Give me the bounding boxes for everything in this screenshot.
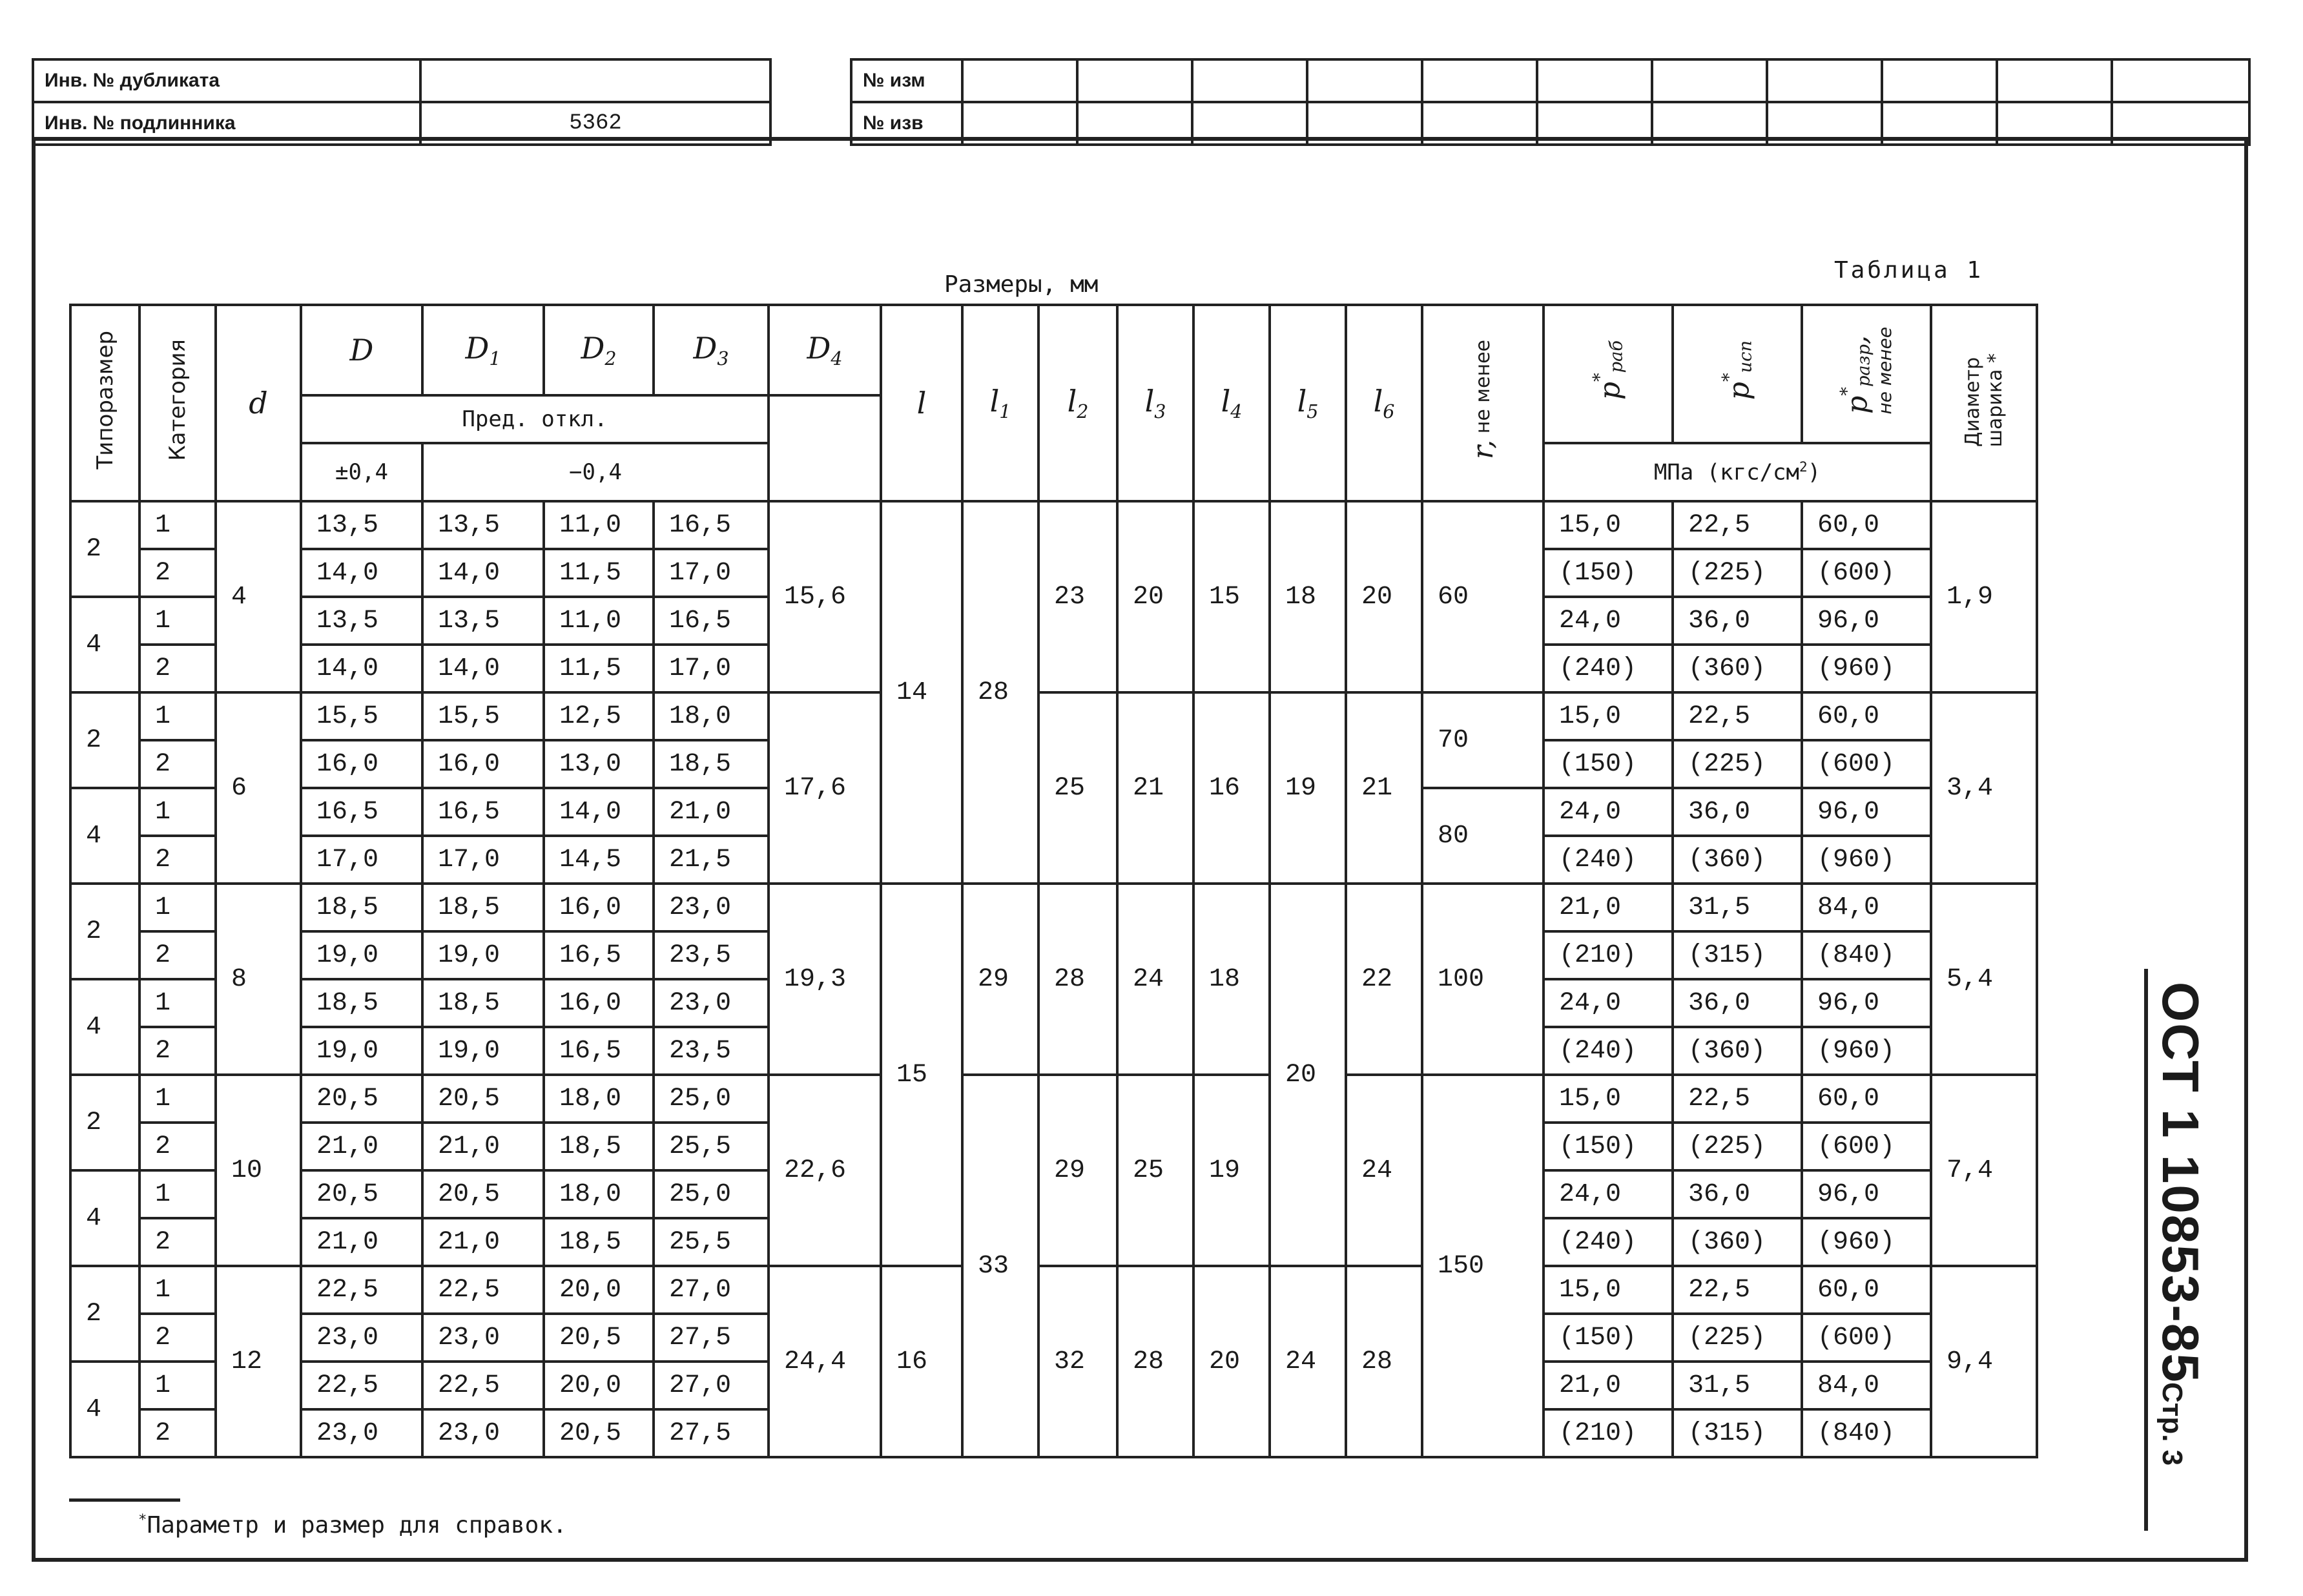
col-header-D4: $D_4$ <box>769 305 881 395</box>
cell-l6: 21 <box>1346 692 1422 884</box>
cell-D: 21,0 <box>301 1123 422 1170</box>
cell-p-rab: 15,0 <box>1544 1075 1673 1123</box>
cell-D3: 16,5 <box>654 597 769 645</box>
inventory-row-duplicate <box>33 59 770 102</box>
cell-D4: 24,4 <box>769 1266 881 1457</box>
cell-p-rab: (150) <box>1544 740 1673 788</box>
cell-l2: 28 <box>1038 884 1117 1075</box>
cell-d: 4 <box>216 501 301 692</box>
cell-D: 18,5 <box>301 884 422 931</box>
col-header-D: D <box>301 305 422 395</box>
inventory-duplicate-label: Инв. № дубликата <box>33 59 420 102</box>
cell-kategoriya: 1 <box>139 788 216 836</box>
cell-l: 15 <box>881 884 962 1266</box>
cell-kategoriya: 1 <box>139 692 216 740</box>
cell-D: 23,0 <box>301 1409 422 1457</box>
cell-D2: 11,0 <box>544 597 654 645</box>
cell-l3: 20 <box>1117 501 1193 692</box>
cell-p-razr: 84,0 <box>1802 884 1931 931</box>
cell-tiporazmer: 4 <box>70 979 139 1075</box>
cell-D3: 27,0 <box>654 1266 769 1314</box>
cell-tiporazmer: 2 <box>70 692 139 788</box>
cell-r: 80 <box>1422 788 1544 884</box>
cell-D1: 23,0 <box>422 1314 544 1362</box>
standard-code: ОСТ 1 10853-85 <box>2152 982 2209 1384</box>
cell-D: 20,5 <box>301 1170 422 1218</box>
inventory-original-value: 5362 <box>420 102 770 145</box>
cell-kategoriya: 2 <box>139 549 216 597</box>
cell-D3: 23,5 <box>654 931 769 979</box>
col-header-p-isp: $p^*_{исп}$ <box>1673 305 1802 443</box>
cell-D1: 20,5 <box>422 1075 544 1123</box>
cell-p-rab: 21,0 <box>1544 1362 1673 1409</box>
cell-l3: 21 <box>1117 692 1193 884</box>
col-header-tiporazmer: Типоразмер <box>70 305 139 501</box>
col-header-l2: $l_2$ <box>1038 305 1117 501</box>
cell-D1: 14,0 <box>422 645 544 692</box>
cell-D2: 18,0 <box>544 1075 654 1123</box>
revision-table <box>850 58 2251 146</box>
cell-p-isp: (315) <box>1673 931 1802 979</box>
cell-l6: 22 <box>1346 884 1422 1075</box>
cell-p-rab: 24,0 <box>1544 788 1673 836</box>
cell-D1: 16,0 <box>422 740 544 788</box>
cell-D2: 18,0 <box>544 1170 654 1218</box>
cell-l4: 18 <box>1193 884 1270 1075</box>
cell-D: 17,0 <box>301 836 422 884</box>
side-stamp-rule <box>2144 969 2148 1531</box>
cell-D: 19,0 <box>301 1027 422 1075</box>
col-header-l1: $l_1$ <box>962 305 1038 501</box>
cell-l3: 25 <box>1117 1075 1193 1266</box>
cell-D2: 14,5 <box>544 836 654 884</box>
cell-p-razr: (600) <box>1802 740 1931 788</box>
cell-kategoriya: 2 <box>139 836 216 884</box>
cell-r: 150 <box>1422 1075 1544 1457</box>
cell-d: 10 <box>216 1075 301 1266</box>
header-row-symbols <box>70 305 2037 395</box>
cell-l1: 28 <box>962 501 1038 884</box>
table-row <box>70 692 2037 740</box>
cell-p-razr: (840) <box>1802 1409 1931 1457</box>
cell-p-rab: 24,0 <box>1544 597 1673 645</box>
col-header-l5: $l_5$ <box>1270 305 1346 501</box>
cell-D3: 18,5 <box>654 740 769 788</box>
cell-p-razr: 96,0 <box>1802 979 1931 1027</box>
cell-l4: 19 <box>1193 1075 1270 1266</box>
cell-D3: 23,0 <box>654 884 769 931</box>
cell-D1: 23,0 <box>422 1409 544 1457</box>
cell-D3: 21,0 <box>654 788 769 836</box>
inventory-original-label: Инв. № подлинника <box>33 102 420 145</box>
cell-D2: 16,5 <box>544 931 654 979</box>
cell-D2: 11,0 <box>544 501 654 549</box>
revision-row-change <box>851 59 2249 102</box>
table-caption: Таблица 1 <box>1834 257 1984 284</box>
cell-p-isp: (315) <box>1673 1409 1802 1457</box>
cell-p-isp: 31,5 <box>1673 884 1802 931</box>
cell-tiporazmer: 4 <box>70 597 139 692</box>
col-header-p-razr: $p^*_{разр},не$ менее <box>1802 305 1931 443</box>
cell-p-rab: (240) <box>1544 836 1673 884</box>
footnote-text: Параметр и размер для справок. <box>147 1512 567 1539</box>
dimensions-table <box>69 304 2038 1458</box>
cell-l3: 24 <box>1117 884 1193 1075</box>
cell-kategoriya: 1 <box>139 884 216 931</box>
cell-l5: 18 <box>1270 501 1346 692</box>
cell-p-rab: (150) <box>1544 1314 1673 1362</box>
cell-D1: 22,5 <box>422 1266 544 1314</box>
footnote-rule <box>69 1498 180 1502</box>
cell-r: 60 <box>1422 501 1544 692</box>
cell-D2: 12,5 <box>544 692 654 740</box>
cell-D1: 15,5 <box>422 692 544 740</box>
cell-p-rab: 15,0 <box>1544 1266 1673 1314</box>
cell-p-razr: (960) <box>1802 645 1931 692</box>
col-header-r: r, не менее <box>1422 305 1544 501</box>
cell-p-razr: 84,0 <box>1802 1362 1931 1409</box>
col-header-l3: $l_3$ <box>1117 305 1193 501</box>
revision-change-label: № изм <box>851 59 962 102</box>
cell-kategoriya: 1 <box>139 1170 216 1218</box>
cell-D3: 27,0 <box>654 1362 769 1409</box>
cell-D3: 18,0 <box>654 692 769 740</box>
cell-p-razr: 60,0 <box>1802 1075 1931 1123</box>
cell-p-razr: 60,0 <box>1802 692 1931 740</box>
cell-D3: 16,5 <box>654 501 769 549</box>
cell-d: 12 <box>216 1266 301 1457</box>
cell-D1: 13,5 <box>422 501 544 549</box>
cell-ball-diameter: 3,4 <box>1931 692 2037 884</box>
cell-l1: 33 <box>962 1075 1038 1457</box>
cell-l4: 20 <box>1193 1266 1270 1457</box>
footnote-star: * <box>138 1511 147 1528</box>
col-header-l4: $l_4$ <box>1193 305 1270 501</box>
cell-D4: 19,3 <box>769 884 881 1075</box>
cell-D2: 20,0 <box>544 1266 654 1314</box>
cell-D2: 18,5 <box>544 1218 654 1266</box>
cell-D3: 17,0 <box>654 549 769 597</box>
cell-kategoriya: 1 <box>139 1266 216 1314</box>
cell-D2: 20,5 <box>544 1409 654 1457</box>
cell-l2: 32 <box>1038 1266 1117 1457</box>
cell-tiporazmer: 2 <box>70 1266 139 1362</box>
col-header-p-rab: $p^*_{раб}$ <box>1544 305 1673 443</box>
pressure-units: МПа $(кгс/см^2)$ <box>1544 443 1931 501</box>
cell-ball-diameter: 1,9 <box>1931 501 2037 692</box>
col-header-l: l <box>881 305 962 501</box>
cell-D: 15,5 <box>301 692 422 740</box>
cell-D3: 25,5 <box>654 1123 769 1170</box>
side-stamp <box>2131 969 2209 1550</box>
cell-p-rab: (210) <box>1544 1409 1673 1457</box>
cell-kategoriya: 2 <box>139 645 216 692</box>
cell-l2: 25 <box>1038 692 1117 884</box>
col-header-D4-blank <box>769 395 881 501</box>
cell-l6: 28 <box>1346 1266 1422 1457</box>
cell-D3: 25,0 <box>654 1170 769 1218</box>
cell-p-razr: (600) <box>1802 1123 1931 1170</box>
cell-r: 70 <box>1422 692 1544 788</box>
cell-D1: 16,5 <box>422 788 544 836</box>
cell-kategoriya: 2 <box>139 1409 216 1457</box>
cell-kategoriya: 2 <box>139 931 216 979</box>
cell-D: 22,5 <box>301 1266 422 1314</box>
cell-tiporazmer: 4 <box>70 1362 139 1457</box>
cell-d: 8 <box>216 884 301 1075</box>
cell-p-isp: 36,0 <box>1673 1170 1802 1218</box>
cell-l6: 24 <box>1346 1075 1422 1266</box>
cell-kategoriya: 2 <box>139 1027 216 1075</box>
cell-kategoriya: 1 <box>139 979 216 1027</box>
cell-D2: 20,5 <box>544 1314 654 1362</box>
cell-p-razr: (840) <box>1802 931 1931 979</box>
cell-D2: 20,0 <box>544 1362 654 1409</box>
cell-D: 13,5 <box>301 597 422 645</box>
cell-ball-diameter: 5,4 <box>1931 884 2037 1075</box>
cell-p-rab: 15,0 <box>1544 501 1673 549</box>
inventory-duplicate-value <box>420 59 770 102</box>
units-caption: Размеры, мм <box>944 271 1099 298</box>
cell-l3: 28 <box>1117 1266 1193 1457</box>
cell-D1: 17,0 <box>422 836 544 884</box>
cell-l2: 29 <box>1038 1075 1117 1266</box>
cell-ball-diameter: 7,4 <box>1931 1075 2037 1266</box>
cell-p-isp: 22,5 <box>1673 501 1802 549</box>
cell-D: 19,0 <box>301 931 422 979</box>
tolerance-D: ±0,4 <box>301 443 422 501</box>
cell-D: 18,5 <box>301 979 422 1027</box>
cell-D3: 27,5 <box>654 1409 769 1457</box>
cell-D1: 18,5 <box>422 884 544 931</box>
cell-p-razr: (600) <box>1802 1314 1931 1362</box>
cell-p-razr: 96,0 <box>1802 1170 1931 1218</box>
cell-D3: 23,0 <box>654 979 769 1027</box>
cell-p-isp: 36,0 <box>1673 979 1802 1027</box>
cell-l5: 19 <box>1270 692 1346 884</box>
cell-p-isp: (360) <box>1673 1218 1802 1266</box>
cell-D1: 18,5 <box>422 979 544 1027</box>
page-number: Стр. 3 <box>2156 1382 2188 1466</box>
cell-tiporazmer: 2 <box>70 501 139 597</box>
cell-p-isp: (225) <box>1673 740 1802 788</box>
cell-D: 14,0 <box>301 645 422 692</box>
cell-kategoriya: 1 <box>139 597 216 645</box>
cell-p-razr: 96,0 <box>1802 597 1931 645</box>
cell-tiporazmer: 4 <box>70 1170 139 1266</box>
cell-p-razr: (960) <box>1802 1027 1931 1075</box>
cell-p-razr: 96,0 <box>1802 788 1931 836</box>
cell-kategoriya: 2 <box>139 740 216 788</box>
cell-p-rab: 15,0 <box>1544 692 1673 740</box>
cell-p-isp: 22,5 <box>1673 1266 1802 1314</box>
cell-kategoriya: 2 <box>139 1123 216 1170</box>
cell-kategoriya: 1 <box>139 1362 216 1409</box>
cell-D3: 17,0 <box>654 645 769 692</box>
cell-p-razr: (960) <box>1802 836 1931 884</box>
cell-p-rab: (240) <box>1544 1218 1673 1266</box>
cell-l: 16 <box>881 1266 962 1457</box>
cell-D3: 25,5 <box>654 1218 769 1266</box>
cell-kategoriya: 1 <box>139 1075 216 1123</box>
cell-tiporazmer: 2 <box>70 1075 139 1170</box>
cell-l: 14 <box>881 501 962 884</box>
tolerance-label: Пред. откл. <box>301 395 769 443</box>
cell-p-isp: 31,5 <box>1673 1362 1802 1409</box>
table-row <box>70 884 2037 931</box>
cell-p-isp: (225) <box>1673 1123 1802 1170</box>
cell-p-isp: 36,0 <box>1673 788 1802 836</box>
cell-tiporazmer: 2 <box>70 884 139 979</box>
cell-p-isp: (225) <box>1673 549 1802 597</box>
cell-d: 6 <box>216 692 301 884</box>
cell-D2: 16,0 <box>544 884 654 931</box>
cell-l2: 23 <box>1038 501 1117 692</box>
cell-D1: 21,0 <box>422 1218 544 1266</box>
cell-ball-diameter: 9,4 <box>1931 1266 2037 1457</box>
cell-kategoriya: 1 <box>139 501 216 549</box>
col-header-l6: $l_6$ <box>1346 305 1422 501</box>
cell-p-rab: (150) <box>1544 549 1673 597</box>
cell-p-rab: (210) <box>1544 931 1673 979</box>
cell-p-isp: 22,5 <box>1673 1075 1802 1123</box>
cell-D: 20,5 <box>301 1075 422 1123</box>
cell-D3: 27,5 <box>654 1314 769 1362</box>
cell-l5: 24 <box>1270 1266 1346 1457</box>
cell-D1: 19,0 <box>422 1027 544 1075</box>
cell-l6: 20 <box>1346 501 1422 692</box>
cell-r: 100 <box>1422 884 1544 1075</box>
cell-D: 16,0 <box>301 740 422 788</box>
cell-p-rab: 24,0 <box>1544 1170 1673 1218</box>
cell-D: 21,0 <box>301 1218 422 1266</box>
col-header-d: d <box>216 305 301 501</box>
cell-p-isp: 36,0 <box>1673 597 1802 645</box>
cell-p-rab: (150) <box>1544 1123 1673 1170</box>
cell-D2: 11,5 <box>544 645 654 692</box>
cell-D1: 13,5 <box>422 597 544 645</box>
cell-D3: 25,0 <box>654 1075 769 1123</box>
cell-D2: 16,5 <box>544 1027 654 1075</box>
cell-D1: 21,0 <box>422 1123 544 1170</box>
cell-p-isp: (360) <box>1673 645 1802 692</box>
cell-p-rab: 24,0 <box>1544 979 1673 1027</box>
cell-D2: 13,0 <box>544 740 654 788</box>
cell-kategoriya: 2 <box>139 1314 216 1362</box>
cell-D1: 19,0 <box>422 931 544 979</box>
cell-D: 22,5 <box>301 1362 422 1409</box>
cell-D2: 11,5 <box>544 549 654 597</box>
cell-D1: 22,5 <box>422 1362 544 1409</box>
cell-D1: 20,5 <box>422 1170 544 1218</box>
col-header-kategoriya: Категория <box>139 305 216 501</box>
revision-notice-label: № изв <box>851 102 962 145</box>
cell-p-isp: (360) <box>1673 836 1802 884</box>
table-row <box>70 1266 2037 1314</box>
cell-p-rab: 21,0 <box>1544 884 1673 931</box>
cell-D4: 22,6 <box>769 1075 881 1266</box>
cell-D: 14,0 <box>301 549 422 597</box>
cell-p-rab: (240) <box>1544 1027 1673 1075</box>
col-header-diameter: Диаметршарика * <box>1931 305 2037 501</box>
cell-l4: 16 <box>1193 692 1270 884</box>
col-header-D1: $D_1$ <box>422 305 544 395</box>
cell-D4: 17,6 <box>769 692 881 884</box>
cell-D1: 14,0 <box>422 549 544 597</box>
cell-l5: 20 <box>1270 884 1346 1266</box>
cell-p-isp: (225) <box>1673 1314 1802 1362</box>
footnote <box>138 1511 567 1539</box>
cell-p-razr: 60,0 <box>1802 1266 1931 1314</box>
cell-D: 13,5 <box>301 501 422 549</box>
cell-D2: 18,5 <box>544 1123 654 1170</box>
cell-D: 23,0 <box>301 1314 422 1362</box>
table-row <box>70 1075 2037 1123</box>
cell-p-razr: (600) <box>1802 549 1931 597</box>
cell-tiporazmer: 4 <box>70 788 139 884</box>
tolerance-D1-D3: −0,4 <box>422 443 769 501</box>
col-header-D2: $D_2$ <box>544 305 654 395</box>
cell-p-isp: (360) <box>1673 1027 1802 1075</box>
cell-p-razr: (960) <box>1802 1218 1931 1266</box>
table-row <box>70 501 2037 549</box>
cell-D3: 21,5 <box>654 836 769 884</box>
cell-D2: 14,0 <box>544 788 654 836</box>
cell-D4: 15,6 <box>769 501 881 692</box>
cell-D: 16,5 <box>301 788 422 836</box>
col-header-D3: $D_3$ <box>654 305 769 395</box>
cell-l1: 29 <box>962 884 1038 1075</box>
dimensions-body <box>70 501 2037 1457</box>
cell-D3: 23,5 <box>654 1027 769 1075</box>
cell-l4: 15 <box>1193 501 1270 692</box>
inventory-table <box>32 58 772 146</box>
cell-p-isp: 22,5 <box>1673 692 1802 740</box>
cell-p-razr: 60,0 <box>1802 501 1931 549</box>
cell-D2: 16,0 <box>544 979 654 1027</box>
cell-kategoriya: 2 <box>139 1218 216 1266</box>
cell-p-rab: (240) <box>1544 645 1673 692</box>
